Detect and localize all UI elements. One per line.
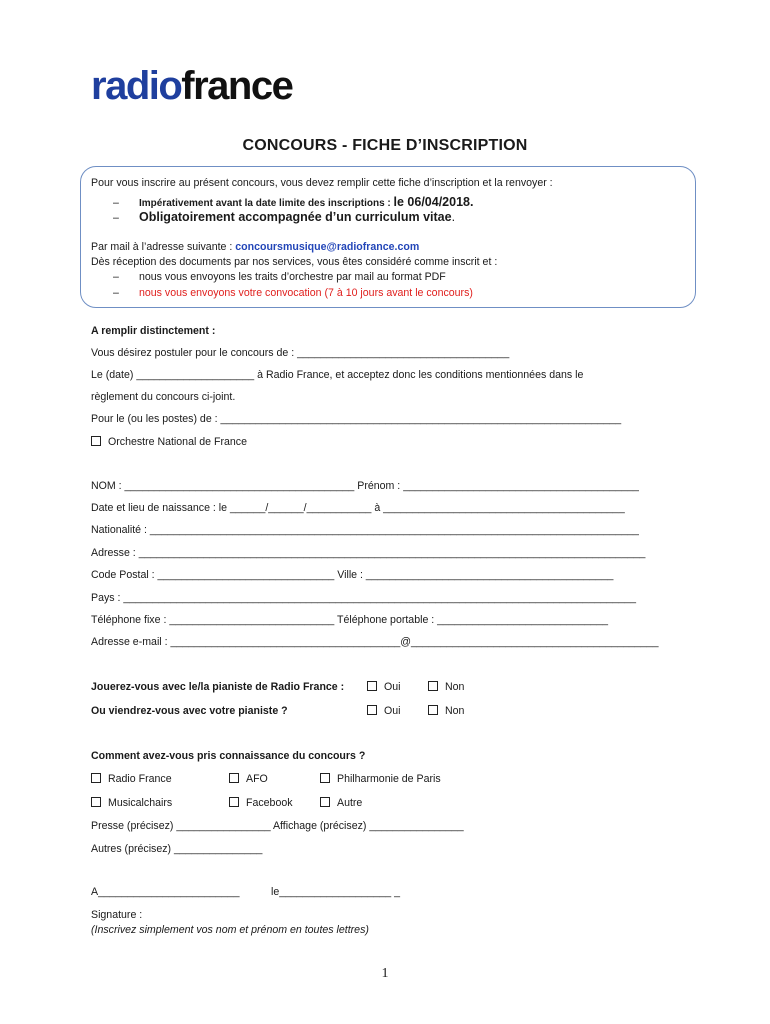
pianist2-oui-checkbox[interactable] [367,705,401,718]
deadline-date: le 06/04/2018. [393,195,474,209]
checkbox-icon[interactable] [367,681,377,691]
page-title: CONCOURS - FICHE D’INSCRIPTION [242,137,528,154]
dash-icon: – [113,197,119,209]
radiofrance-logo [91,60,292,112]
checkbox-icon[interactable] [229,797,239,807]
date-signature-field[interactable]: le___________________ _ [271,886,401,898]
non-label: Non [445,705,465,717]
page-number: 1 [381,966,389,981]
date-field[interactable]: Le (date) ____________________ à Radio France, et acceptez donc les conditions mentionnées dans le [91,369,584,381]
oui-label: Oui [384,705,401,717]
afo-label: AFO [246,773,268,785]
pianist-question-1: Jouerez-vous avec le/la pianiste de Radio France : [91,681,345,693]
cv-period: . [451,210,456,224]
pianist1-oui-checkbox[interactable] [367,681,401,694]
email-field[interactable]: Adresse e-mail : _______________________________________@__________________________________________ [91,636,659,648]
intro-line: Pour vous inscrire au présent concours, vous devez remplir cette fiche d’inscription et la renvoyer : [91,177,553,189]
checkbox-icon[interactable] [91,773,101,783]
sub-bullet-pdf-text: nous vous envoyons les traits d’orchestre par mail au format PDF [139,271,446,283]
dash-icon: – [113,287,119,299]
radiofrance-label: Radio France [108,773,172,785]
mail-prefix: Par mail à l’adresse suivante : [91,241,236,253]
poste-field[interactable]: Pour le (ou les postes) de : ____________________________________________________________________ [91,413,622,425]
telephone-field[interactable]: Téléphone fixe : ____________________________ Téléphone portable : _____________________________ [91,614,609,626]
checkbox-icon[interactable] [428,681,438,691]
reglement-text: règlement du concours ci-joint. [91,391,236,403]
signature-label: Signature : [91,909,143,921]
section-heading: A remplir distinctement : [91,325,216,337]
checkbox-icon[interactable] [320,773,330,783]
source-philharmonie-checkbox[interactable] [320,773,441,786]
dash-icon: – [113,271,119,283]
autre-label: Autre [337,797,363,809]
checkbox-icon[interactable] [428,705,438,715]
source-autre-checkbox[interactable] [320,797,362,810]
nom-prenom-field[interactable]: NOM : _______________________________________ Prénom : ________________________________________ [91,480,639,492]
signature-note: (Inscrivez simplement vos nom et prénom en toutes lettres) [91,924,369,936]
reception-line: Dès réception des documents par nos services, vous êtes considéré comme inscrit et : [91,256,498,268]
bullet-cv [113,208,455,226]
codepostal-ville-field[interactable]: Code Postal : ______________________________ Ville : __________________________________________ [91,569,614,581]
pianist2-non-checkbox[interactable] [428,705,464,718]
checkbox-icon[interactable] [91,797,101,807]
checkbox-icon[interactable] [367,705,377,715]
adresse-field[interactable]: Adresse : ______________________________________________________________________________________ [91,547,646,559]
logo-part-radio: radio [91,64,182,108]
checkbox-icon[interactable] [320,797,330,807]
logo-part-france: france [181,64,293,108]
concours-field[interactable]: Vous désirez postuler pour le concours de : ____________________________________ [91,347,510,359]
source-facebook-checkbox[interactable] [229,797,293,810]
lieu-field[interactable]: A________________________ [91,886,240,898]
non-label: Non [445,681,465,693]
naissance-field[interactable]: Date et lieu de naissance : le ______/______/___________ à _________________________________________ [91,502,625,514]
deadline-label: Impérativement avant la date limite des inscriptions : [139,198,394,209]
orchestre-label: Orchestre National de France [108,436,247,448]
dash-icon: – [113,212,119,224]
nationalite-field[interactable]: Nationalité : ___________________________________________________________________________________ [91,524,639,536]
source-heading: Comment avez-vous pris connaissance du concours ? [91,750,366,762]
source-musicalchairs-checkbox[interactable] [91,797,172,810]
cv-requirement: Obligatoirement accompagnée d’un curriculum vitae [139,210,452,224]
source-afo-checkbox[interactable] [229,773,268,786]
pianist-question-2: Ou viendrez-vous avec votre pianiste ? [91,705,288,717]
checkbox-icon[interactable] [229,773,239,783]
pays-field[interactable]: Pays : _______________________________________________________________________________________ [91,592,636,604]
facebook-label: Facebook [246,797,293,809]
source-radiofrance-checkbox[interactable] [91,773,172,786]
orchestre-checkbox[interactable] [91,436,247,449]
philharmonie-label: Philharmonie de Paris [337,773,441,785]
sub-bullet-convocation [113,287,473,300]
checkbox-icon[interactable] [91,436,101,446]
pianist1-non-checkbox[interactable] [428,681,464,694]
musicalchairs-label: Musicalchairs [108,797,173,809]
oui-label: Oui [384,681,401,693]
mail-address-link[interactable]: concoursmusique@radiofrance.com [235,241,420,253]
autres-field[interactable]: Autres (précisez) _______________ [91,843,263,855]
sub-bullet-pdf [113,271,446,284]
sub-bullet-convocation-text: nous vous envoyons votre convocation (7 à 10 jours avant le concours) [139,287,473,299]
presse-affichage-field[interactable]: Presse (précisez) ________________ Affichage (précisez) ________________ [91,820,464,832]
mail-line [91,241,419,254]
